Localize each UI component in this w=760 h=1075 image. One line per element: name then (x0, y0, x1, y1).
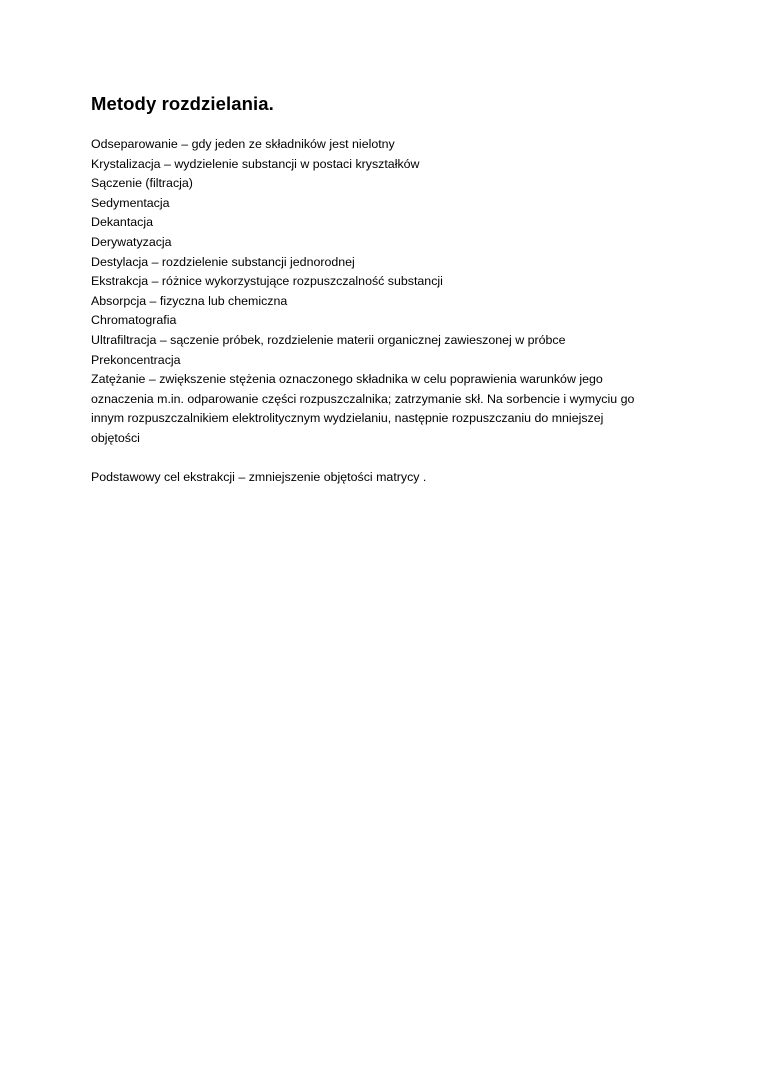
method-line: Absorpcja – fizyczna lub chemiczna (91, 293, 288, 308)
method-line: Derywatyzacja (91, 234, 172, 249)
paragraph-line: innym rozpuszczalnikiem elektrolitycznym wydzielaniu, następnie rozpuszczaniu do mniejszej (91, 411, 604, 426)
document-content (91, 92, 671, 488)
document-title: Metody rozdzielania. (91, 93, 274, 114)
zatezanie-paragraph (91, 370, 671, 448)
methods-list (91, 135, 671, 370)
final-sentence: Podstawowy cel ekstrakcji – zmniejszenie objętości matrycy . (91, 470, 427, 485)
method-line: Krystalizacja – wydzielenie substancji w postaci kryształków (91, 156, 420, 171)
method-line: Prekoncentracja (91, 352, 181, 367)
method-line: Sączenie (filtracja) (91, 176, 193, 191)
method-line: Chromatografia (91, 313, 177, 328)
method-line: Destylacja – rozdzielenie substancji jednorodnej (91, 254, 355, 269)
blank-line (91, 449, 671, 469)
method-line: Odseparowanie – gdy jeden ze składników jest nielotny (91, 137, 395, 151)
method-line: Sedymentacja (91, 195, 170, 210)
paragraph-line: Zatężanie – zwiększenie stężenia oznaczonego składnika w celu poprawienia warunków jego (91, 372, 603, 387)
method-line: Ekstrakcja – różnice wykorzystujące rozpuszczalność substancji (91, 274, 443, 289)
paragraph-line: oznaczenia m.in. odparowanie części rozpuszczalnika; zatrzymanie skł. Na sorbencie i wymyciu go (91, 391, 635, 406)
method-line: Dekantacja (91, 215, 153, 230)
paragraph-line: objętości (91, 430, 140, 445)
method-line: Ultrafiltracja – sączenie próbek, rozdzielenie materii organicznej zawieszonej w próbce (91, 332, 566, 347)
